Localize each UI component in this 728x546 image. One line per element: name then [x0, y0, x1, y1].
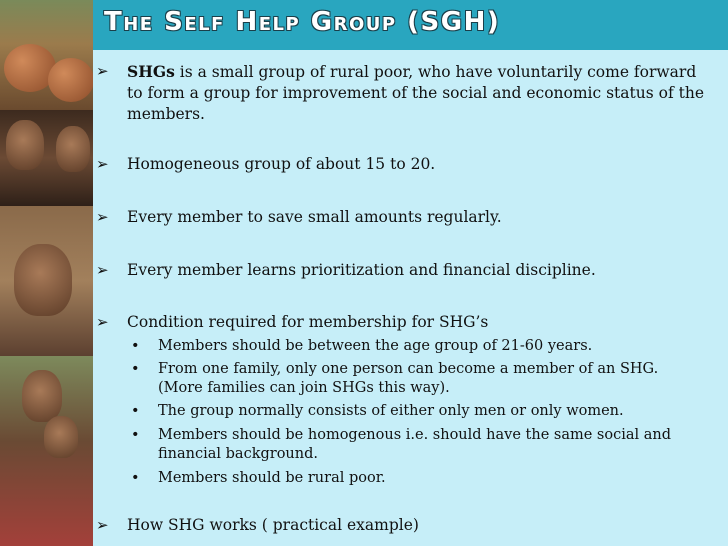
- bullet-text: Condition required for membership for SHG’s: [127, 313, 489, 331]
- dot-bullet-icon: •: [131, 338, 140, 354]
- sub-bullet-text: Members should be rural poor.: [158, 470, 386, 486]
- photo-collage: [0, 0, 93, 546]
- bullet-text: is a small group of rural poor, who have voluntarily come forward to form a group for improvement of the social and economic status of the members.: [127, 63, 705, 123]
- bullet-text: Homogeneous group of about 15 to 20.: [127, 155, 436, 173]
- arrow-bullet-icon: ➢: [96, 313, 109, 331]
- arrow-bullet-icon: ➢: [96, 155, 109, 173]
- arrow-bullet-icon: ➢: [96, 516, 109, 534]
- bullet-text: Every member to save small amounts regularly.: [127, 208, 502, 226]
- bullet-bold-term: SHGs: [127, 62, 175, 81]
- slide-content: [93, 50, 728, 546]
- sub-bullet-text: The group normally consists of either only men or only women.: [158, 403, 624, 419]
- arrow-bullet-icon: ➢: [96, 208, 109, 226]
- dot-bullet-icon: •: [131, 361, 140, 377]
- bullet-text: Every member learns prioritization and financial discipline.: [127, 261, 596, 279]
- dot-bullet-icon: •: [131, 427, 140, 443]
- slide-title: The Self Help Group (SGH): [104, 7, 501, 37]
- bullet-text: How SHG works ( practical example): [127, 516, 419, 534]
- arrow-bullet-icon: ➢: [96, 62, 109, 80]
- dot-bullet-icon: •: [131, 403, 140, 419]
- sub-bullet-text: From one family, only one person can become a member of an SHG. (More families can join SHGs this way).: [158, 361, 659, 396]
- photo-woman-with-child: [0, 356, 93, 546]
- sub-bullet-text: Members should be homogenous i.e. should have the same social and financial background.: [158, 427, 671, 462]
- photo-women-faces: [0, 110, 93, 206]
- photo-elderly-woman: [0, 206, 93, 356]
- sub-bullet-text: Members should be between the age group of 21-60 years.: [158, 338, 593, 354]
- arrow-bullet-icon: ➢: [96, 261, 109, 279]
- photo-clay-pots: [0, 0, 93, 110]
- dot-bullet-icon: •: [131, 470, 140, 486]
